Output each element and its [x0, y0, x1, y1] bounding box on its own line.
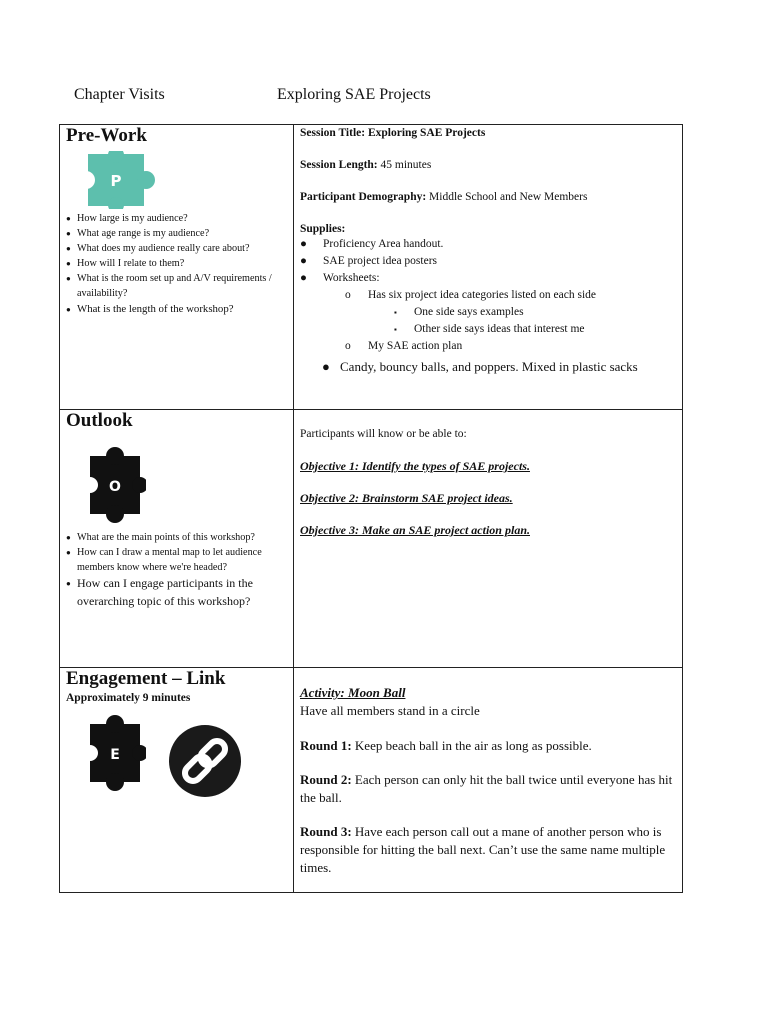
round-1-label: Round 1: [300, 738, 352, 753]
session-title-label: Session Title: [300, 127, 366, 139]
outlook-questions [66, 530, 281, 610]
list-item: ● How can I engage participants in the overarching topic of this workshop? [66, 575, 281, 610]
square-bullet-icon: ▪ [394, 325, 397, 334]
session-length-value: 45 minutes [380, 159, 432, 171]
demography-value: Middle School and New Members [429, 191, 588, 203]
supply-subitem: Has six project idea categories listed on each side [368, 289, 597, 301]
round-2-text: Each person can only hit the ball twice until everyone has hit the ball. [300, 772, 673, 805]
supply-item: SAE project idea posters [323, 255, 438, 267]
session-plan-table [59, 124, 683, 893]
puzzle-letter-o: O [109, 479, 121, 495]
bullet-icon: ● [322, 359, 330, 374]
session-title-value: Exploring SAE Projects [367, 127, 486, 139]
session-details-cell [294, 125, 683, 410]
activity-cell [294, 668, 683, 893]
link-chain-icon [168, 724, 242, 798]
activity-title: Activity: Moon Ball [300, 685, 406, 700]
puzzle-piece-o-icon [84, 446, 146, 526]
engagement-title: Engagement – Link [66, 668, 226, 689]
objectives-cell [294, 410, 683, 668]
list-item: ● What is the room set up and A/V requirements / availability? [66, 271, 293, 301]
demography-label: Participant Demography: [300, 191, 427, 203]
objectives-intro: Participants will know or be able to: [300, 428, 467, 440]
list-item: ● What does my audience really care about? [66, 241, 293, 256]
supply-item: Proficiency Area handout. [323, 238, 444, 250]
list-item: ● How large is my audience? [66, 211, 293, 226]
engagement-duration: Approximately 9 minutes [66, 692, 191, 704]
puzzle-letter-e: E [110, 747, 120, 763]
objective-1: Objective 1: Identify the types of SAE projects. [300, 459, 530, 473]
session-length-label: Session Length: [300, 159, 378, 171]
header-title: Exploring SAE Projects [277, 86, 431, 103]
puzzle-piece-e-icon [84, 714, 146, 794]
list-item: ● What are the main points of this workshop? [66, 530, 281, 545]
round-1-text: Keep beach ball in the air as long as possible. [354, 738, 592, 753]
outlook-title: Outlook [66, 410, 133, 431]
bullet-icon: ● [300, 255, 307, 267]
list-item: ● How can I draw a mental map to let audience members know where we're headed? [66, 545, 281, 575]
round-3-text: Have each person call out a mane of another person who is responsible for hitting the ball next. Can’t use the same name multiple times. [300, 824, 666, 875]
circle-bullet-icon: o [345, 289, 351, 301]
supply-item: Candy, bouncy balls, and poppers. Mixed in plastic sacks [340, 359, 638, 374]
round-3-label: Round 3: [300, 824, 352, 839]
round-2-label: Round 2: [300, 772, 352, 787]
puzzle-letter-p: P [110, 172, 122, 190]
supplies-label: Supplies: [300, 223, 346, 235]
list-item: ● How will I relate to them? [66, 256, 293, 271]
activity-instruction: Have all members stand in a circle [300, 703, 480, 718]
supply-subsubitem: Other side says ideas that interest me [414, 323, 585, 335]
supply-item: Worksheets: [323, 272, 380, 284]
engagement-cell [60, 668, 294, 893]
puzzle-piece-p-icon [72, 151, 160, 209]
objective-3: Objective 3: Make an SAE project action plan. [300, 523, 530, 537]
circle-bullet-icon: o [345, 340, 351, 352]
bullet-icon: ● [300, 272, 307, 284]
prework-title: Pre-Work [66, 125, 147, 146]
objective-2: Objective 2: Brainstorm SAE project ideas. [300, 491, 513, 505]
list-item: ● What is the length of the workshop? [66, 301, 293, 319]
supply-subitem: My SAE action plan [368, 340, 463, 352]
bullet-icon: ● [300, 238, 307, 250]
list-item: ● What age range is my audience? [66, 226, 293, 241]
prework-cell [60, 125, 294, 410]
prework-questions [66, 211, 293, 319]
supply-subsubitem: One side says examples [414, 306, 524, 318]
square-bullet-icon: ▪ [394, 308, 397, 317]
header-chapter-visits: Chapter Visits [74, 86, 165, 103]
outlook-cell [60, 410, 294, 668]
